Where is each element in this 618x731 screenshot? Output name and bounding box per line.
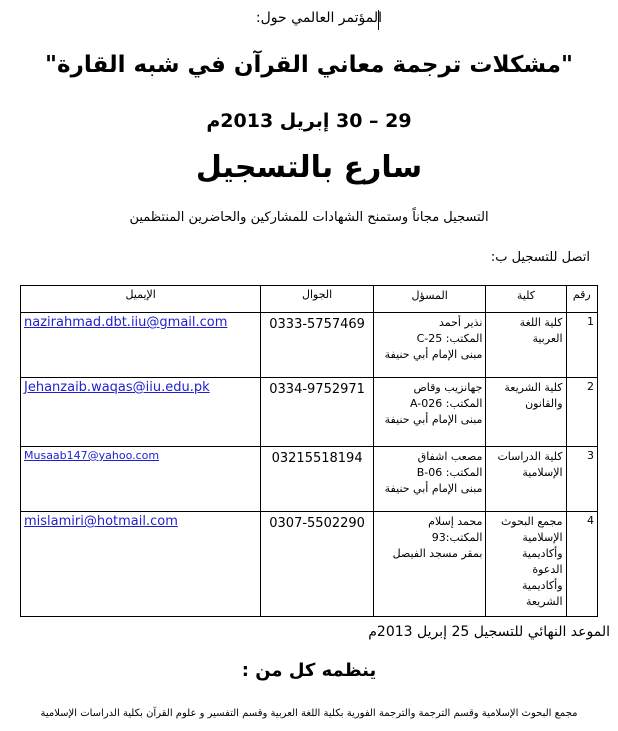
header-college: كلية	[486, 286, 566, 313]
row-number: 3	[566, 447, 597, 512]
free-registration-notice: التسجيل مجاناً وستمنح الشهادات للمشاركين والحاضرين المنتظمين	[129, 210, 489, 225]
header-mobile: الجوال	[261, 286, 374, 313]
building-name: مبنى الإمام أبي حنيفة	[384, 482, 483, 495]
college-name: مجمع البحوث الإسلامية وأكاديمية الدعوة وأكاديمية الشريعة	[486, 512, 566, 617]
table-row	[21, 512, 598, 617]
email-link[interactable]: nazirahmad.dbt.iiu@gmail.com	[24, 315, 228, 330]
responsible-name: نذير أحمد	[438, 316, 483, 329]
mobile-number: 0334-9752971	[269, 382, 365, 397]
responsible-name: محمد إسلام	[428, 515, 483, 528]
header-number: رقم	[566, 286, 597, 313]
mobile-number: 03215518194	[271, 451, 363, 466]
organizers-heading: ينظمه كل من :	[241, 660, 377, 681]
office-number: المكتب: B-06	[416, 466, 483, 479]
college-name: كلية اللغة العربية	[486, 313, 566, 378]
building-name: بمقر مسجد الفيصل	[392, 547, 483, 560]
registration-deadline: الموعد النهائي للتسجيل 25 إبريل 2013م	[368, 624, 610, 640]
email-link[interactable]: Jehanzaib.waqas@iiu.edu.pk	[24, 380, 210, 395]
row-number: 4	[566, 512, 597, 617]
conference-title: "مشكلات ترجمة معاني القرآن في شبه القارة"	[45, 52, 573, 78]
responsible-name: جهانزيب وقاص	[413, 381, 483, 394]
office-number: المكتب:93	[431, 531, 483, 544]
building-name: مبنى الإمام أبي حنيفة	[384, 413, 483, 426]
organizers-list: مجمع البحوث الإسلامية وقسم الترجمة والترجمة الفورية بكلية اللغة العربية وقسم التفسير و علوم القرآن بكلية الدراسات الإسلامية	[40, 708, 578, 719]
table-row	[21, 447, 598, 512]
table-row	[21, 313, 598, 378]
office-number: المكتب: A-026	[410, 397, 483, 410]
mobile-number: 0307-5502290	[269, 516, 365, 531]
header-responsible: المسؤل	[373, 286, 486, 313]
table-row	[21, 378, 598, 447]
email-link[interactable]: mislamiri@hotmail.com	[24, 514, 178, 529]
building-name: مبنى الإمام أبي حنيفة	[384, 348, 483, 361]
office-number: المكتب: C-25	[416, 332, 483, 345]
conference-dates: 29 – 30 إبريل 2013م	[206, 110, 412, 132]
college-name: كلية الدراسات الإسلامية	[486, 447, 566, 512]
header-email: الإيميل	[21, 286, 261, 313]
registration-contacts-table	[20, 285, 598, 617]
mobile-number: 0333-5757469	[269, 317, 365, 332]
row-number: 1	[566, 313, 597, 378]
row-number: 2	[566, 378, 597, 447]
conference-intro: المؤتمر العالمي حول:	[255, 10, 382, 26]
table-header-row	[21, 286, 598, 313]
contact-label: اتصل للتسجيل ب:	[490, 250, 590, 265]
email-link[interactable]: Musaab147@yahoo.com	[24, 449, 160, 462]
responsible-name: مصعب اشفاق	[417, 450, 483, 463]
college-name: كلية الشريعة والقانون	[486, 378, 566, 447]
register-headline: سارع بالتسجيل	[195, 150, 423, 185]
